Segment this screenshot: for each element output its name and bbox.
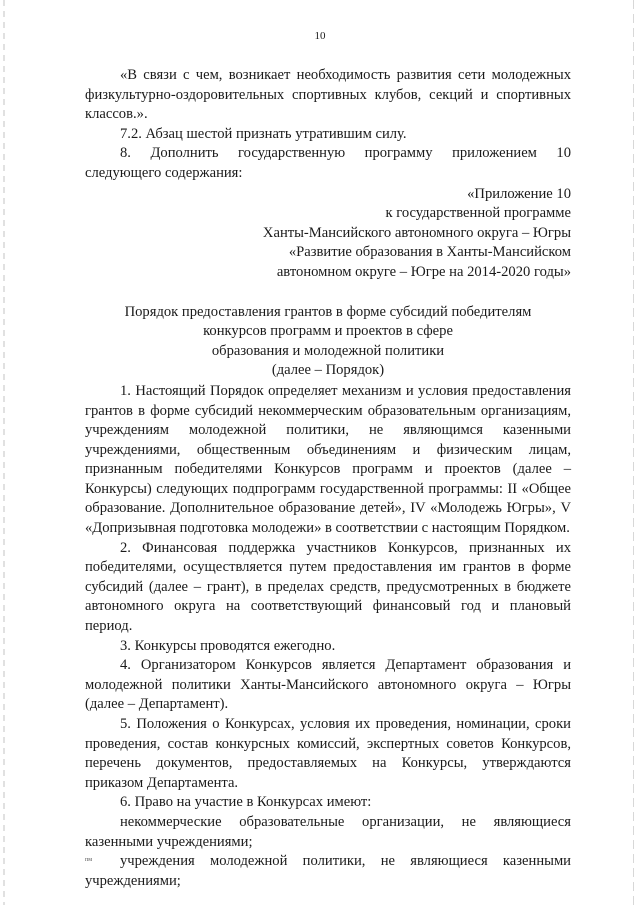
item-2-paragraph: 2. Финансовая поддержка участников Конкурсов, признанных их победителями, осуществляется путем предоставления им грантов в форме субсидий (далее – грант), в пределах средств, предусмотренных в бюджете автономного округа на соответствующий финансовый год и плановый период.	[85, 539, 571, 635]
item-6-option-a: некоммерческие образовательные организации, не являющиеся казенными учреждениями;	[85, 813, 571, 850]
appendix-line-3: Ханты-Мансийского автономного округа – Югры	[262, 224, 571, 241]
document-body	[85, 66, 571, 891]
scan-edge-left	[3, 0, 5, 905]
page-number: 10	[314, 30, 326, 42]
item-4-paragraph: 4. Организатором Конкурсов является Департамент образования и молодежной политики Ханты-Мансийского автономного округа – Югры (далее – Департамент).	[85, 657, 571, 713]
section-heading	[85, 303, 571, 381]
heading-line-2: конкурсов программ и проектов в сфере	[203, 323, 453, 340]
item-6-option-b: учреждения молодежной политики, не являющиеся казенными учреждениями;	[85, 853, 571, 889]
scan-edge-right	[633, 0, 634, 905]
item-1-paragraph: 1. Настоящий Порядок определяет механизм и условия предоставления грантов в форме субсидий некоммерческим образовательным организациям, учреждениям молодежной политики, не являющимся казенными учреждениями, общественным объединениям и физическим лицам, признанным победителями Конкурсов программ и проектов (далее – Конкурсы) следующих подпрограмм государственной программы: II «Общее образование. Дополнительное образование детей», IV «Молодежь Югры», V «Допризывная подготовка молодежи» в соответствии с настоящим Порядком.	[85, 382, 571, 537]
item-7-2-paragraph: 7.2. Абзац шестой признать утратившим силу.	[120, 125, 407, 142]
item-3-paragraph: 3. Конкурсы проводятся ежегодно.	[120, 637, 336, 654]
heading-line-1: Порядок предоставления грантов в форме субсидий победителям	[124, 303, 532, 320]
heading-line-4: (далее – Порядок)	[271, 362, 385, 379]
appendix-line-2: к государственной программе	[385, 205, 571, 222]
item-5-paragraph: 5. Положения о Конкурсах, условия их проведения, номинации, сроки проведения, состав конкурсных комиссий, экспертных советов Конкурсов, перечень документов, предоставляемых на Конкурсы, утверждаются приказом Департамента.	[85, 716, 571, 791]
quote-end-paragraph: «В связи с чем, возникает необходимость развития сети молодежных физкультурно-оздоровительных спортивных клубов, секций и спортивных классов.».	[85, 67, 571, 123]
heading-line-3: образования и молодежной политики	[211, 342, 445, 359]
appendix-line-4: «Развитие образования в Ханты-Мансийском	[288, 244, 571, 261]
item-8-paragraph: 8. Дополнить государственную программу приложением 10 следующего содержания:	[85, 145, 571, 181]
appendix-line-1: «Приложение 10	[467, 185, 571, 202]
appendix-line-5: автономном округе – Югре на 2014-2020 годы»	[276, 263, 571, 280]
footer-stamp: пм	[85, 857, 93, 863]
item-6-paragraph: 6. Право на участие в Конкурсах имеют:	[120, 794, 372, 811]
appendix-header	[85, 185, 571, 283]
